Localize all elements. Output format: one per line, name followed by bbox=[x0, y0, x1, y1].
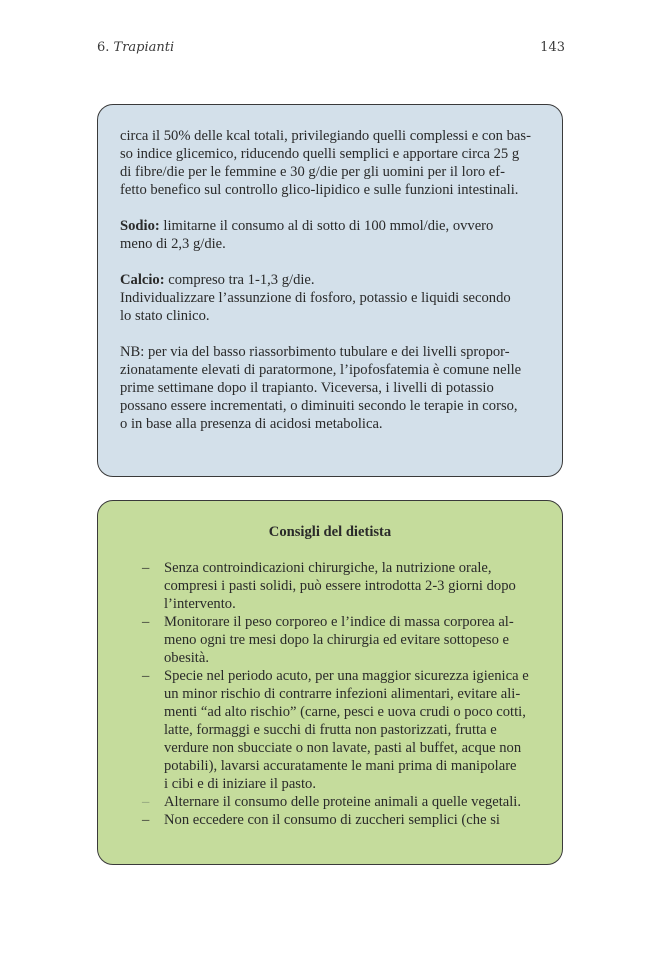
dash-bullet: – bbox=[142, 668, 150, 684]
text-line: prime settimane dopo il trapianto. Viceversa, i livelli di potassio bbox=[120, 380, 494, 396]
text-line: zionatamente elevati di paratormone, l’ipofosfatemia è comune nelle bbox=[120, 362, 522, 378]
list-item bbox=[120, 667, 540, 793]
text-line: so indice glicemico, riducendo quelli semplici e apportare circa 25 g bbox=[120, 146, 520, 162]
sodium-label: Sodio: bbox=[120, 218, 160, 234]
nb-paragraph bbox=[120, 343, 540, 433]
text-line: NB: per via del basso riassorbimento tubulare e dei livelli spropor- bbox=[120, 344, 510, 360]
list-item bbox=[120, 613, 540, 667]
text-line: o in base alla presenza di acidosi metabolica. bbox=[120, 416, 383, 432]
dash-bullet: – bbox=[142, 812, 150, 828]
text-line: un minor rischio di contrarre infezioni alimentari, evitare ali- bbox=[164, 686, 521, 702]
text-line: Senza controindicazioni chirurgiche, la nutrizione orale, bbox=[164, 560, 492, 576]
text-line: possano essere incrementati, o diminuiti secondo le terapie in corso, bbox=[120, 398, 518, 414]
text-line bbox=[120, 271, 540, 289]
sodium-paragraph bbox=[120, 217, 540, 253]
text-line: Non eccedere con il consumo di zuccheri semplici (che si bbox=[164, 812, 500, 828]
list-item bbox=[120, 811, 540, 829]
chapter-title: Trapianti bbox=[113, 40, 175, 55]
list-item bbox=[120, 559, 540, 613]
text-line: lo stato clinico. bbox=[120, 308, 210, 324]
text-line: latte, formaggi e succhi di frutta non pastorizzati, frutta e bbox=[164, 722, 497, 738]
text-line: l’intervento. bbox=[164, 596, 236, 612]
dash-bullet: – bbox=[142, 614, 150, 630]
text-line: Specie nel periodo acuto, per una maggior sicurezza igienica e bbox=[164, 668, 529, 684]
text-line bbox=[120, 217, 540, 235]
text-line: Alternare il consumo delle proteine animali a quelle vegetali. bbox=[164, 794, 522, 810]
text-line: circa il 50% delle kcal totali, privilegiando quelli complessi e con bas- bbox=[120, 128, 531, 144]
text-line: fetto benefico sul controllo glico-lipidico e sulle funzioni intestinali. bbox=[120, 182, 519, 198]
calcium-paragraph bbox=[120, 271, 540, 325]
calcium-text: compreso tra 1-1,3 g/die. bbox=[164, 272, 315, 288]
text-line: menti “ad alto rischio” (carne, pesci e uova crudi o poco cotti, bbox=[164, 704, 526, 720]
page-number: 143 bbox=[540, 40, 565, 55]
text-line: meno di 2,3 g/die. bbox=[120, 236, 226, 252]
sodium-text: limitarne il consumo al di sotto di 100 mmol/die, ovvero bbox=[159, 218, 494, 234]
text-line: Individualizzare l’assunzione di fosforo, potassio e liquidi secondo bbox=[120, 290, 511, 306]
text-line: potabili), lavarsi accuratamente le mani prima di manipolare bbox=[164, 758, 517, 774]
text-line: meno ogni tre mesi dopo la chirurgia ed evitare sottopeso e bbox=[164, 632, 510, 648]
chapter-heading bbox=[97, 40, 174, 55]
text-line: di fibre/die per le femmine e 30 g/die per gli uomini per il loro ef- bbox=[120, 164, 505, 180]
dash-bullet: – bbox=[142, 794, 150, 810]
dietitian-advice-box bbox=[97, 500, 563, 865]
text-line: compresi i pasti solidi, può essere introdotta 2-3 giorni dopo bbox=[164, 578, 516, 594]
text-line: verdure non sbucciate o non lavate, pasti al buffet, acque non bbox=[164, 740, 522, 756]
chapter-number: 6. bbox=[97, 40, 110, 55]
advice-list bbox=[120, 559, 540, 829]
text-line: i cibi e di iniziare il pasto. bbox=[164, 776, 316, 792]
dash-bullet: – bbox=[142, 560, 150, 576]
calcium-label: Calcio: bbox=[120, 272, 165, 288]
dietitian-advice-title: Consigli del dietista bbox=[268, 524, 392, 540]
carbohydrates-paragraph bbox=[120, 127, 540, 199]
text-line: Monitorare il peso corporeo e l’indice di massa corporea al- bbox=[164, 614, 514, 630]
list-item bbox=[120, 793, 540, 811]
text-line: obesità. bbox=[164, 650, 209, 666]
nutrition-recommendations-box bbox=[97, 104, 563, 477]
